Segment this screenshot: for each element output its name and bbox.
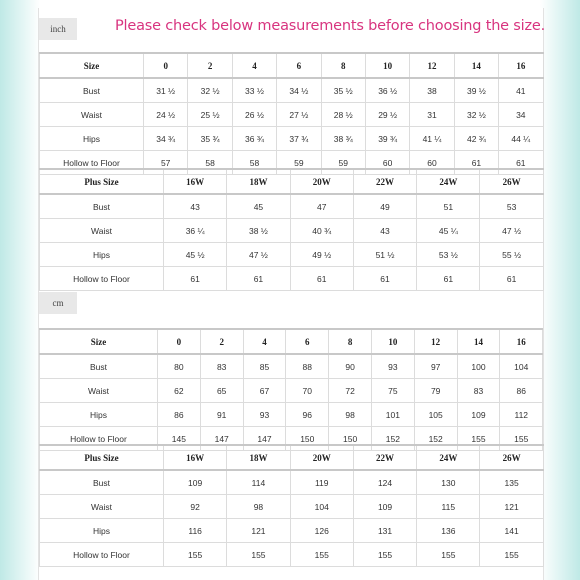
header-cell: 18W <box>227 445 290 470</box>
table-cell: 58 <box>188 151 232 175</box>
unit-label-cm: cm <box>39 292 77 314</box>
header-cell: 24W <box>417 445 480 470</box>
table-cell: 44 ¼ <box>499 127 543 151</box>
table-cell: 155 <box>417 543 480 567</box>
table-row <box>40 354 543 379</box>
row-label: Hips <box>40 243 164 267</box>
header-cell: Plus Size <box>40 445 164 470</box>
table-cell: 31 <box>410 103 454 127</box>
table-cell: 47 ½ <box>227 243 290 267</box>
table-cell: 25 ½ <box>188 103 232 127</box>
row-label: Hollow to Floor <box>40 151 144 175</box>
table-cell: 41 ¼ <box>410 127 454 151</box>
table-cell: 101 <box>371 403 414 427</box>
header-cell: 2 <box>188 53 232 78</box>
table-cell: 28 ½ <box>321 103 365 127</box>
table-cell: 109 <box>353 495 416 519</box>
header-cell: 4 <box>243 329 286 354</box>
table-cell: 93 <box>243 403 286 427</box>
header-cell: 16 <box>499 53 543 78</box>
header-cell: Plus Size <box>40 169 164 194</box>
table-row <box>40 379 543 403</box>
table-cell: 60 <box>365 151 409 175</box>
table-cell: 86 <box>158 403 201 427</box>
row-label: Hips <box>40 403 158 427</box>
size-chart-heading: Please check below measurements before choosing the size. <box>115 18 546 34</box>
table-cell: 93 <box>371 354 414 379</box>
header-cell: 14 <box>454 53 498 78</box>
table-cell: 36 ¼ <box>164 219 227 243</box>
table-cell: 40 ¾ <box>290 219 353 243</box>
table-cell: 91 <box>200 403 243 427</box>
table-cell: 41 <box>499 78 543 103</box>
table-cell: 121 <box>227 519 290 543</box>
table-cell: 105 <box>414 403 457 427</box>
table-cell: 34 ¾ <box>144 127 188 151</box>
table-row <box>40 519 544 543</box>
table-cell: 24 ½ <box>144 103 188 127</box>
table-cell: 55 ½ <box>480 243 543 267</box>
row-label: Waist <box>40 219 164 243</box>
header-cell: 10 <box>371 329 414 354</box>
table-cell: 26 ½ <box>232 103 276 127</box>
table-cell: 45 ¼ <box>417 219 480 243</box>
header-cell: 6 <box>286 329 329 354</box>
header-cell: 8 <box>329 329 372 354</box>
table-cell: 53 ½ <box>417 243 480 267</box>
size-chart-sheet <box>38 8 544 580</box>
table-header-row <box>40 445 544 470</box>
table-row <box>40 243 544 267</box>
table-cell: 97 <box>414 354 457 379</box>
header-cell: 16W <box>164 445 227 470</box>
table-cell: 116 <box>164 519 227 543</box>
row-label: Hollow to Floor <box>40 427 158 451</box>
table-row <box>40 470 544 495</box>
header-cell: 12 <box>410 53 454 78</box>
table-cell: 32 ½ <box>454 103 498 127</box>
table-cell: 49 <box>353 194 416 219</box>
table-cell: 115 <box>417 495 480 519</box>
table-cell: 61 <box>227 267 290 291</box>
table-cell: 112 <box>500 403 543 427</box>
header-cell: 6 <box>277 53 321 78</box>
table-cell: 152 <box>414 427 457 451</box>
cm-size-table <box>39 328 543 451</box>
table-cell: 98 <box>329 403 372 427</box>
table-row <box>40 267 544 291</box>
header-cell: 10 <box>365 53 409 78</box>
table-cell: 130 <box>417 470 480 495</box>
table-cell: 86 <box>500 379 543 403</box>
table-cell: 47 <box>290 194 353 219</box>
table-cell: 92 <box>164 495 227 519</box>
inch-size-table <box>39 52 544 175</box>
table-cell: 131 <box>353 519 416 543</box>
table-cell: 155 <box>353 543 416 567</box>
table-cell: 109 <box>457 403 500 427</box>
table-cell: 96 <box>286 403 329 427</box>
table-row <box>40 403 543 427</box>
table-cell: 126 <box>290 519 353 543</box>
header-cell: 20W <box>290 169 353 194</box>
cm-plus-size-table <box>39 444 544 567</box>
header-cell: 14 <box>457 329 500 354</box>
table-cell: 83 <box>457 379 500 403</box>
table-row <box>40 495 544 519</box>
header-cell: 22W <box>353 445 416 470</box>
header-cell: 16 <box>500 329 543 354</box>
table-cell: 27 ½ <box>277 103 321 127</box>
table-row <box>40 194 544 219</box>
table-row <box>40 103 544 127</box>
unit-label-inch: inch <box>39 18 77 40</box>
header-cell: 26W <box>480 169 543 194</box>
table-cell: 33 ½ <box>232 78 276 103</box>
table-cell: 45 ½ <box>164 243 227 267</box>
row-label: Waist <box>40 495 164 519</box>
header-cell: 26W <box>480 445 543 470</box>
table-cell: 61 <box>353 267 416 291</box>
table-cell: 109 <box>164 470 227 495</box>
table-cell: 124 <box>353 470 416 495</box>
row-label: Waist <box>40 103 144 127</box>
table-cell: 155 <box>290 543 353 567</box>
header-cell: 0 <box>144 53 188 78</box>
table-cell: 67 <box>243 379 286 403</box>
table-cell: 61 <box>480 267 543 291</box>
table-cell: 88 <box>286 354 329 379</box>
table-cell: 34 <box>499 103 543 127</box>
header-cell: Size <box>40 329 158 354</box>
table-cell: 45 <box>227 194 290 219</box>
table-cell: 145 <box>158 427 201 451</box>
table-cell: 70 <box>286 379 329 403</box>
header-cell: 18W <box>227 169 290 194</box>
table-cell: 61 <box>499 151 543 175</box>
table-cell: 35 ¾ <box>188 127 232 151</box>
table-header-row <box>40 53 544 78</box>
table-cell: 39 ½ <box>454 78 498 103</box>
table-cell: 136 <box>417 519 480 543</box>
row-label: Hips <box>40 127 144 151</box>
table-cell: 43 <box>353 219 416 243</box>
table-cell: 98 <box>227 495 290 519</box>
row-label: Hollow to Floor <box>40 267 164 291</box>
table-cell: 59 <box>321 151 365 175</box>
header-cell: 20W <box>290 445 353 470</box>
table-header-row <box>40 169 544 194</box>
table-cell: 36 ¾ <box>232 127 276 151</box>
table-cell: 65 <box>200 379 243 403</box>
row-label: Waist <box>40 379 158 403</box>
table-cell: 155 <box>500 427 543 451</box>
table-cell: 152 <box>371 427 414 451</box>
table-cell: 147 <box>243 427 286 451</box>
table-cell: 61 <box>164 267 227 291</box>
table-cell: 61 <box>290 267 353 291</box>
table-cell: 61 <box>417 267 480 291</box>
header-cell: 24W <box>417 169 480 194</box>
table-cell: 155 <box>480 543 543 567</box>
table-cell: 72 <box>329 379 372 403</box>
table-cell: 38 ¾ <box>321 127 365 151</box>
header-cell: 16W <box>164 169 227 194</box>
table-cell: 155 <box>457 427 500 451</box>
table-cell: 53 <box>480 194 543 219</box>
header-cell: 4 <box>232 53 276 78</box>
table-cell: 36 ½ <box>365 78 409 103</box>
table-cell: 31 ½ <box>144 78 188 103</box>
table-cell: 42 ¾ <box>454 127 498 151</box>
row-label: Bust <box>40 78 144 103</box>
table-cell: 155 <box>164 543 227 567</box>
table-cell: 85 <box>243 354 286 379</box>
table-cell: 75 <box>371 379 414 403</box>
header-cell: 2 <box>200 329 243 354</box>
header-cell: 8 <box>321 53 365 78</box>
table-cell: 59 <box>277 151 321 175</box>
table-cell: 39 ¾ <box>365 127 409 151</box>
table-cell: 37 ¾ <box>277 127 321 151</box>
row-label: Hollow to Floor <box>40 543 164 567</box>
table-cell: 150 <box>329 427 372 451</box>
table-cell: 61 <box>454 151 498 175</box>
table-cell: 38 ½ <box>227 219 290 243</box>
table-row <box>40 127 544 151</box>
table-cell: 51 <box>417 194 480 219</box>
header-cell: Size <box>40 53 144 78</box>
table-cell: 38 <box>410 78 454 103</box>
table-cell: 62 <box>158 379 201 403</box>
table-cell: 51 ½ <box>353 243 416 267</box>
table-cell: 83 <box>200 354 243 379</box>
row-label: Bust <box>40 354 158 379</box>
table-cell: 32 ½ <box>188 78 232 103</box>
table-cell: 57 <box>144 151 188 175</box>
row-label: Bust <box>40 194 164 219</box>
table-cell: 155 <box>227 543 290 567</box>
table-cell: 80 <box>158 354 201 379</box>
table-cell: 47 ½ <box>480 219 543 243</box>
table-row <box>40 543 544 567</box>
table-row <box>40 219 544 243</box>
table-row <box>40 78 544 103</box>
table-cell: 90 <box>329 354 372 379</box>
table-cell: 135 <box>480 470 543 495</box>
table-cell: 141 <box>480 519 543 543</box>
table-cell: 119 <box>290 470 353 495</box>
inch-plus-size-table <box>39 168 544 291</box>
header-cell: 12 <box>414 329 457 354</box>
table-cell: 150 <box>286 427 329 451</box>
table-cell: 114 <box>227 470 290 495</box>
table-header-row <box>40 329 543 354</box>
row-label: Bust <box>40 470 164 495</box>
table-cell: 100 <box>457 354 500 379</box>
table-cell: 60 <box>410 151 454 175</box>
table-cell: 121 <box>480 495 543 519</box>
table-cell: 35 ½ <box>321 78 365 103</box>
table-cell: 29 ½ <box>365 103 409 127</box>
table-cell: 58 <box>232 151 276 175</box>
header-cell: 0 <box>158 329 201 354</box>
table-cell: 104 <box>290 495 353 519</box>
table-cell: 79 <box>414 379 457 403</box>
header-cell: 22W <box>353 169 416 194</box>
table-cell: 43 <box>164 194 227 219</box>
table-cell: 104 <box>500 354 543 379</box>
table-cell: 49 ½ <box>290 243 353 267</box>
table-cell: 34 ½ <box>277 78 321 103</box>
table-cell: 147 <box>200 427 243 451</box>
row-label: Hips <box>40 519 164 543</box>
